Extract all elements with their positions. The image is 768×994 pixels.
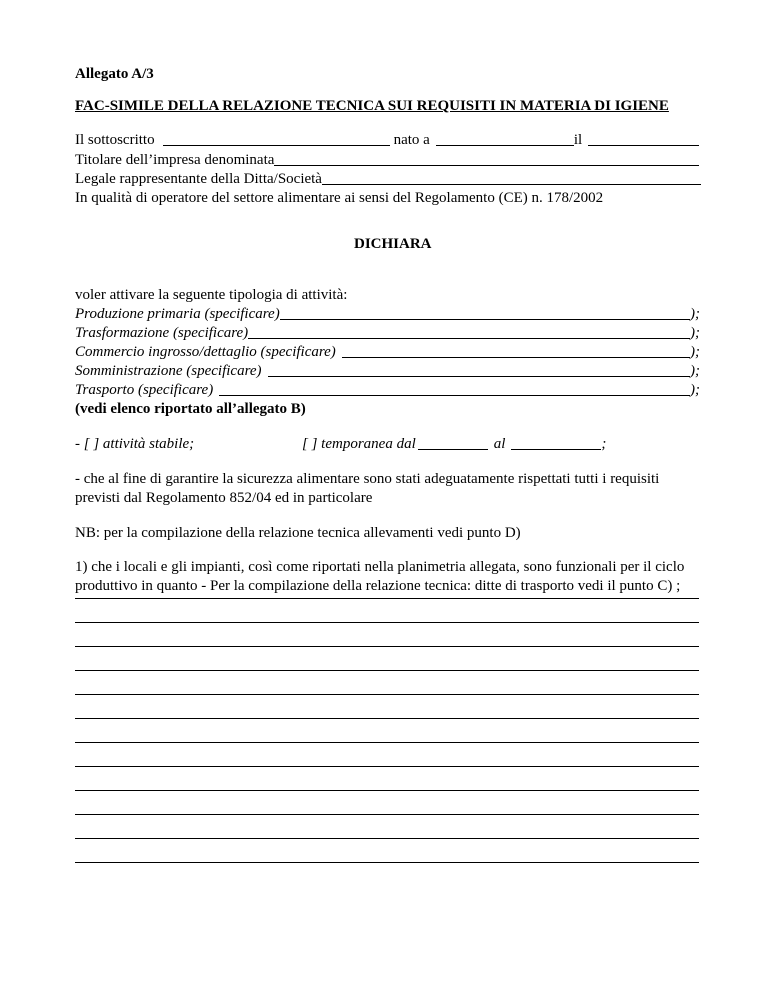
birthplace-field[interactable]: [436, 144, 574, 146]
legal-rep-row: [75, 171, 701, 188]
activity-row-processing: [75, 325, 700, 342]
undersigned-label: Il sottoscritto: [75, 132, 155, 148]
temporary-from-field[interactable]: [418, 448, 488, 450]
answer-line[interactable]: [75, 646, 699, 647]
answer-line[interactable]: [75, 622, 699, 623]
hygiene-text-line2: previsti dal Regolamento 852/04 ed in particolare: [75, 490, 373, 506]
answer-line[interactable]: [75, 742, 699, 743]
temporary-activity-row: [302, 436, 642, 453]
legal-rep-field[interactable]: [322, 183, 701, 185]
answer-line[interactable]: [75, 766, 699, 767]
born-label: nato a: [393, 132, 430, 148]
answer-line[interactable]: [75, 670, 699, 671]
answer-line[interactable]: [75, 862, 699, 863]
undersigned-row: [75, 132, 699, 149]
undersigned-name-field[interactable]: [163, 144, 390, 146]
temporary-to-label: al: [493, 436, 506, 452]
see-annex-note: (vedi elenco riportato all’allegato B): [75, 401, 306, 417]
answer-line[interactable]: [75, 598, 699, 599]
answer-line[interactable]: [75, 790, 699, 791]
owner-row: [75, 152, 699, 169]
answer-line[interactable]: [75, 694, 699, 695]
activity-end: );: [690, 306, 700, 322]
activity-label: Somministrazione (specificare): [75, 363, 262, 379]
temporary-end: ;: [601, 436, 607, 452]
activity-specify-field[interactable]: [248, 337, 690, 339]
breeding-note: NB: per la compilazione della relazione tecnica allevamenti vedi punto D): [75, 525, 521, 541]
operator-capacity-text: In qualità di operatore del settore alimentare ai sensi del Regolamento (CE) n. 178/2002: [75, 190, 604, 206]
point1-text-line2: produttivo in quanto - Per la compilazione della relazione tecnica: ditte di trasporto vedi il punto C) ;: [75, 578, 681, 594]
answer-line[interactable]: [75, 814, 699, 815]
date-label: il: [573, 132, 583, 148]
activity-label: Trasporto (specificare): [75, 382, 214, 398]
activity-row-primary: [75, 306, 700, 323]
activity-row-commerce: [75, 344, 700, 361]
document-title: FAC-SIMILE DELLA RELAZIONE TECNICA SUI REQUISITI IN MATERIA DI IGIENE: [75, 98, 669, 114]
activity-row-transport: [75, 382, 700, 399]
declares-heading: DICHIARA: [354, 236, 432, 252]
owner-label: Titolare dell’impresa denominata: [75, 152, 275, 168]
activity-end: );: [690, 344, 700, 360]
answer-line[interactable]: [75, 718, 699, 719]
activities-intro: voler attivare la seguente tipologia di attività:: [75, 287, 348, 303]
temporary-activity-checkbox[interactable]: [ ] temporanea dal: [302, 436, 416, 452]
point1-text-line1: 1) che i locali e gli impianti, così come riportati nella planimetria allegata, sono funzionali per il ciclo: [75, 559, 685, 575]
stable-activity-checkbox[interactable]: - [ ] attività stabile;: [75, 436, 195, 452]
activity-specify-field[interactable]: [342, 356, 690, 358]
activity-label: Trasformazione (specificare): [75, 325, 249, 341]
activity-specify-field[interactable]: [268, 375, 691, 377]
activity-specify-field[interactable]: [219, 394, 690, 396]
answer-line[interactable]: [75, 838, 699, 839]
activity-end: );: [690, 363, 700, 379]
activity-specify-field[interactable]: [280, 318, 690, 320]
activity-label: Produzione primaria (specificare): [75, 306, 280, 322]
activity-end: );: [690, 325, 700, 341]
temporary-to-field[interactable]: [511, 448, 601, 450]
hygiene-text-line1: - che al fine di garantire la sicurezza alimentare sono stati adeguatamente rispettati tutti i requisiti: [75, 471, 660, 487]
activity-end: );: [690, 382, 700, 398]
activity-row-catering: [75, 363, 700, 380]
birthdate-field[interactable]: [588, 144, 699, 146]
company-name-field[interactable]: [274, 164, 699, 166]
annex-label: Allegato A/3: [75, 66, 154, 82]
activity-label: Commercio ingrosso/dettaglio (specificare): [75, 344, 336, 360]
legal-rep-label: Legale rappresentante della Ditta/Società: [75, 171, 322, 187]
